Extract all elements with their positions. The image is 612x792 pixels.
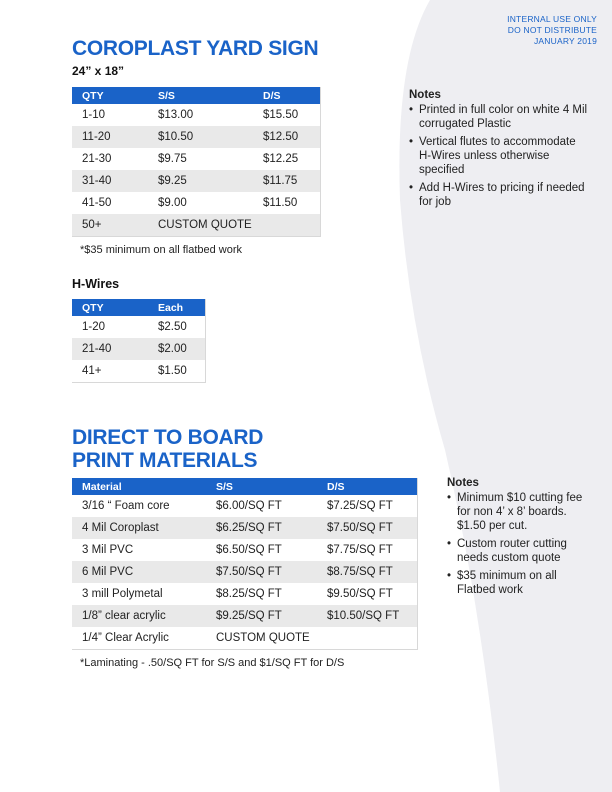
direct-board-notes: [447, 477, 595, 601]
notes-list: [409, 103, 589, 209]
table-row: [72, 605, 417, 627]
table-row: [72, 170, 320, 192]
ds-cell: $7.25/SQ FT: [317, 495, 417, 517]
ss-cell: $7.50/SQ FT: [206, 561, 317, 583]
qty-cell: 1-20: [72, 316, 148, 338]
ds-cell: $10.50/SQ FT: [317, 605, 417, 627]
price-cell: $2.50: [148, 316, 205, 338]
ss-cell: $6.25/SQ FT: [206, 517, 317, 539]
ds-cell: $11.50: [253, 192, 320, 214]
yard-sign-notes: [409, 89, 589, 213]
table-row: [72, 583, 417, 605]
table-row: [72, 126, 320, 148]
material-cell: 4 Mil Coroplast: [72, 517, 206, 539]
ss-cell: $10.50: [148, 126, 253, 148]
note-item: • Printed in full color on white 4 Mil corrugated Plastic: [409, 103, 589, 131]
internal-line: DO NOT DISTRIBUTE: [507, 25, 597, 35]
note-item: • Minimum $10 cutting fee for non 4’ x 8’ boards. $1.50 per cut.: [447, 491, 595, 533]
table-header-row: [72, 299, 205, 316]
internal-use-notice: [397, 14, 597, 47]
qty-cell: 31-40: [72, 170, 148, 192]
ds-cell: $11.75: [253, 170, 320, 192]
table-header-row: [72, 87, 320, 104]
note-item: • $35 minimum on all Flatbed work: [447, 569, 595, 597]
column-header: S/S: [206, 478, 317, 495]
table-row: [72, 148, 320, 170]
h-wires-table: [72, 299, 205, 382]
column-header: Material: [72, 478, 206, 495]
qty-cell: 41-50: [72, 192, 148, 214]
column-header: D/S: [253, 87, 320, 104]
internal-line: INTERNAL USE ONLY: [507, 14, 597, 24]
material-cell: 1/8” clear acrylic: [72, 605, 206, 627]
ss-cell: $6.00/SQ FT: [206, 495, 317, 517]
yard-sign-title: COROPLAST YARD SIGN: [72, 37, 319, 60]
notes-list: [447, 491, 595, 597]
note-item: • Add H-Wires to pricing if needed for job: [409, 181, 589, 209]
ss-cell: $8.25/SQ FT: [206, 583, 317, 605]
h-wires-title: H-Wires: [72, 277, 120, 291]
ss-cell: $9.25/SQ FT: [206, 605, 317, 627]
table-row: [72, 338, 205, 360]
ss-cell: $13.00: [148, 104, 253, 126]
ss-cell: $9.00: [148, 192, 253, 214]
yard-sign-table: [72, 87, 320, 236]
table-row: [72, 517, 417, 539]
yard-sign-footnote: *$35 minimum on all flatbed work: [80, 244, 243, 256]
column-header: D/S: [317, 478, 417, 495]
direct-board-table-wrap: [72, 478, 418, 650]
ds-cell: [317, 627, 417, 649]
material-cell: 3 Mil PVC: [72, 539, 206, 561]
note-item: • Custom router cutting needs custom quote: [447, 537, 595, 565]
ds-cell: $7.75/SQ FT: [317, 539, 417, 561]
qty-cell: 50+: [72, 214, 148, 236]
price-cell: $1.50: [148, 360, 205, 382]
direct-board-table: [72, 478, 417, 649]
qty-cell: 21-30: [72, 148, 148, 170]
ds-cell: $12.50: [253, 126, 320, 148]
yard-sign-table-wrap: [72, 87, 321, 237]
table-row: [72, 539, 417, 561]
ds-cell: [253, 214, 320, 236]
qty-cell: 1-10: [72, 104, 148, 126]
table-row: [72, 214, 320, 236]
table-row: [72, 360, 205, 382]
column-header: QTY: [72, 299, 148, 316]
table-row: [72, 192, 320, 214]
material-cell: 3 mill Polymetal: [72, 583, 206, 605]
qty-cell: 11-20: [72, 126, 148, 148]
column-header: S/S: [148, 87, 253, 104]
table-row: [72, 561, 417, 583]
yard-sign-size: 24” x 18”: [72, 64, 125, 78]
ds-cell: $7.50/SQ FT: [317, 517, 417, 539]
internal-line: JANUARY 2019: [533, 36, 597, 46]
table-header-row: [72, 478, 417, 495]
column-header: QTY: [72, 87, 148, 104]
material-cell: 6 Mil PVC: [72, 561, 206, 583]
direct-board-title-line1: DIRECT TO BOARD: [72, 426, 264, 449]
material-cell: 3/16 “ Foam core: [72, 495, 206, 517]
table-row: [72, 104, 320, 126]
table-row: [72, 627, 417, 649]
ss-cell: CUSTOM QUOTE: [206, 627, 317, 649]
ss-cell: $6.50/SQ FT: [206, 539, 317, 561]
qty-cell: 41+: [72, 360, 148, 382]
direct-board-footnote: *Laminating - .50/SQ FT for S/S and $1/SQ FT for D/S: [80, 657, 345, 669]
qty-cell: 21-40: [72, 338, 148, 360]
ds-cell: $9.50/SQ FT: [317, 583, 417, 605]
ds-cell: $15.50: [253, 104, 320, 126]
notes-title: Notes: [409, 89, 441, 101]
table-row: [72, 495, 417, 517]
column-header: Each: [148, 299, 205, 316]
ss-cell: $9.25: [148, 170, 253, 192]
ss-cell: $9.75: [148, 148, 253, 170]
price-cell: $2.00: [148, 338, 205, 360]
ds-cell: $12.25: [253, 148, 320, 170]
ds-cell: $8.75/SQ FT: [317, 561, 417, 583]
notes-title: Notes: [447, 477, 479, 489]
note-item: • Vertical flutes to accommodate H-Wires unless otherwise specified: [409, 135, 589, 177]
direct-board-title-line2: PRINT MATERIALS: [72, 449, 258, 472]
material-cell: 1/4” Clear Acrylic: [72, 627, 206, 649]
table-row: [72, 316, 205, 338]
h-wires-table-wrap: [72, 299, 206, 383]
ss-cell: CUSTOM QUOTE: [148, 214, 253, 236]
